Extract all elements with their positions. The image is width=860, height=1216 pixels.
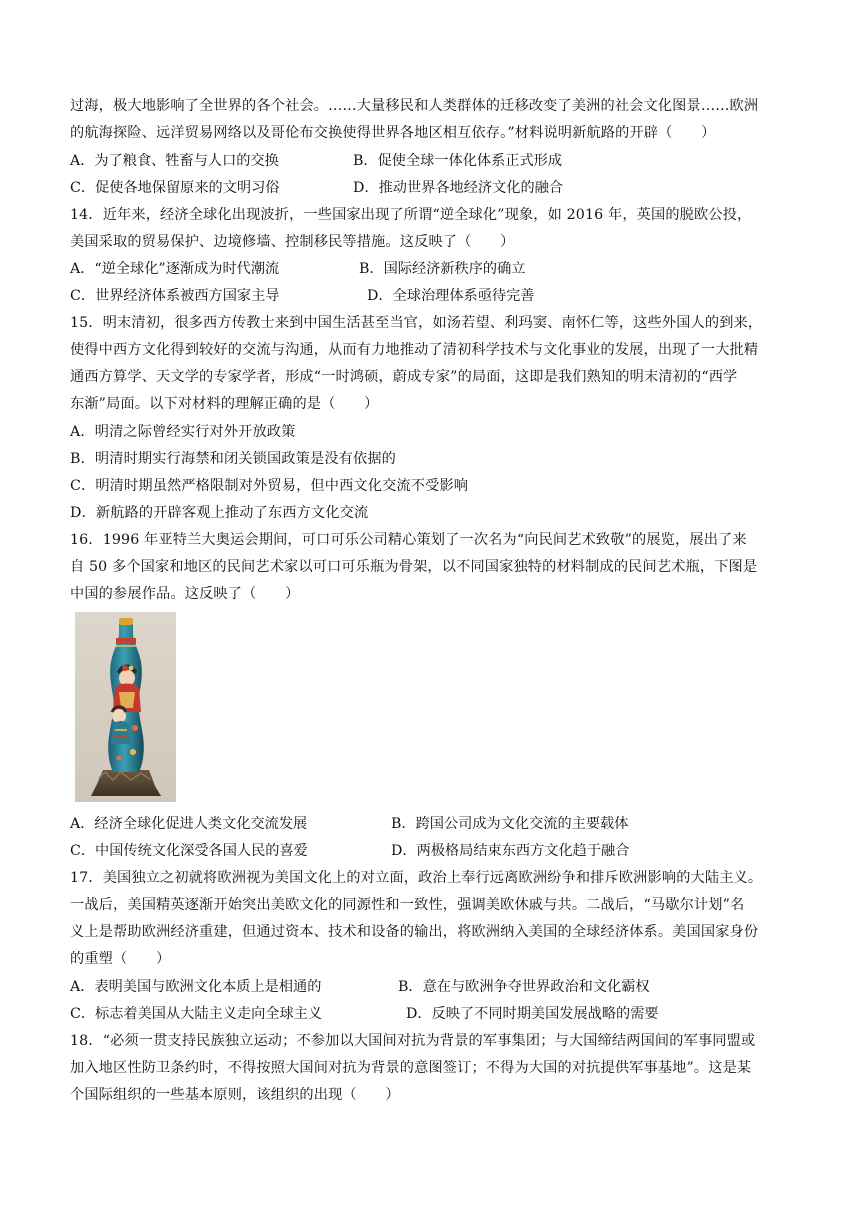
q18-stem-line-1: 18．“必须一贯支持民族独立运动；不参加以大国间对抗为背景的军事集团；与大国缔结两国间的军事同盟或 xyxy=(70,1033,756,1049)
q13-option-d[interactable]: D．推动世界各地经济文化的融合 xyxy=(353,180,564,196)
q16-stem-line-2: 自 50 多个国家和地区的民间艺术家以可口可乐瓶为骨架，以不同国家独特的材料制成的民间艺术瓶，下图是 xyxy=(70,559,758,575)
q14-option-a[interactable]: A．“逆全球化”逐渐成为时代潮流 xyxy=(70,261,280,277)
q15-option-c[interactable]: C．明清时期虽然严格限制对外贸易，但中西文化交流不受影响 xyxy=(70,478,469,494)
q16-option-c[interactable]: C．中国传统文化深受各国人民的喜爱 xyxy=(70,843,308,859)
q14-stem-line-2: 美国采取的贸易保护、边境修墙、控制移民等措施。这反映了（ ） xyxy=(70,234,515,250)
q16-option-a[interactable]: A．经济全球化促进人类文化交流发展 xyxy=(70,816,308,832)
q13-option-a[interactable]: A．为了粮食、牲畜与人口的交换 xyxy=(70,153,279,169)
q15-stem-line-3: 通西方算学、天文学的专家学者，形成“一时鸿硕，蔚成专家”的局面，这即是我们熟知的明末清初的“西学 xyxy=(70,369,738,385)
q17-stem-line-3: 义上是帮助欧洲经济重建，但通过资本、技术和设备的输出，将欧洲纳入美国的全球经济体系。美国国家身份 xyxy=(70,924,759,940)
q14-option-d[interactable]: D．全球治理体系亟待完善 xyxy=(367,288,535,304)
q16-options-row-2 xyxy=(70,841,805,861)
q15-option-d[interactable]: D．新航路的开辟客观上推动了东西方文化交流 xyxy=(70,505,369,521)
q13-stem-line-1: 过海，极大地影响了全世界的各个社会。……大量移民和人类群体的迁移改变了美洲的社会文化图景……欧洲 xyxy=(70,98,759,114)
q16-stem-line-1: 16．1996 年亚特兰大奥运会期间，可口可乐公司精心策划了一次名为“向民间艺术致敬”的展览，展出了来 xyxy=(70,532,747,548)
q17-option-a[interactable]: A．表明美国与欧洲文化本质上是相通的 xyxy=(70,979,322,995)
q15-stem-line-4: 东渐”局面。以下对材料的理解正确的是（ ） xyxy=(70,396,379,412)
q17-option-d[interactable]: D．反映了不同时期美国发展战略的需要 xyxy=(406,1006,659,1022)
q16-stem-line-3: 中国的参展作品。这反映了（ ） xyxy=(70,586,300,602)
q17-option-b[interactable]: B．意在与欧洲争夺世界政治和文化霸权 xyxy=(398,979,650,995)
q13-stem-line-2: 的航海探险、远洋贸易网络以及哥伦布交换使得世界各地区相互依存。”材料说明新航路的开辟（ ） xyxy=(70,125,716,141)
q17-options-row-2 xyxy=(70,1004,805,1024)
q18-stem-line-3: 个国际组织的一些基本原则，该组织的出现（ ） xyxy=(70,1087,400,1103)
bottle-illustration xyxy=(75,612,176,802)
q17-option-c[interactable]: C．标志着美国从大陆主义走向全球主义 xyxy=(70,1006,323,1022)
q15-stem-line-1: 15．明末清初，很多西方传教士来到中国生活甚至当官，如汤若望、利玛窦、南怀仁等，这些外国人的到来， xyxy=(70,315,763,331)
q13-options-row-2 xyxy=(70,178,805,198)
q14-option-b[interactable]: B．国际经济新秩序的确立 xyxy=(359,261,526,277)
q16-option-b[interactable]: B．跨国公司成为文化交流的主要载体 xyxy=(391,816,629,832)
q18-stem-line-2: 加入地区性防卫条约时，不得按照大国间对抗为背景的意图签订；不得为大国的对抗提供军事基地”。这是某 xyxy=(70,1060,752,1076)
q17-stem-line-2: 一战后，美国精英逐渐开始突出美欧文化的同源性和一致性，强调美欧休戚与共。二战后，“马歇尔计划”名 xyxy=(70,897,745,913)
q15-option-b[interactable]: B．明清时期实行海禁和闭关锁国政策是没有依据的 xyxy=(70,451,397,467)
q14-option-c[interactable]: C．世界经济体系被西方国家主导 xyxy=(70,288,280,304)
q14-options-row-2 xyxy=(70,286,805,306)
q16-option-d[interactable]: D．两极格局结束东西方文化趋于融合 xyxy=(391,843,630,859)
q15-option-a[interactable]: A．明清之际曾经实行对外开放政策 xyxy=(70,424,296,440)
q13-options-row-1 xyxy=(70,151,805,171)
q16-options-row-1 xyxy=(70,814,805,834)
q15-stem-line-2: 使得中西方文化得到较好的交流与沟通，从而有力地推动了清初科学技术与文化事业的发展，出现了一大批精 xyxy=(70,342,759,358)
q17-stem-line-1: 17．美国独立之初就将欧洲视为美国文化上的对立面，政治上奉行远离欧洲纷争和排斥欧洲影响的大陆主义。 xyxy=(70,870,763,886)
q13-option-c[interactable]: C．促使各地保留原来的文明习俗 xyxy=(70,180,280,196)
q17-stem-line-4: 的重塑（ ） xyxy=(70,951,171,967)
q17-options-row-1 xyxy=(70,977,805,997)
q14-stem-line-1: 14．近年来，经济全球化出现波折，一些国家出现了所谓“逆全球化”现象，如 2016 年，英国的脱欧公投， xyxy=(70,207,752,223)
q14-options-row-1 xyxy=(70,259,805,279)
painted-coca-cola-bottle-image xyxy=(75,612,176,802)
q13-option-b[interactable]: B．促使全球一体化体系正式形成 xyxy=(353,153,563,169)
